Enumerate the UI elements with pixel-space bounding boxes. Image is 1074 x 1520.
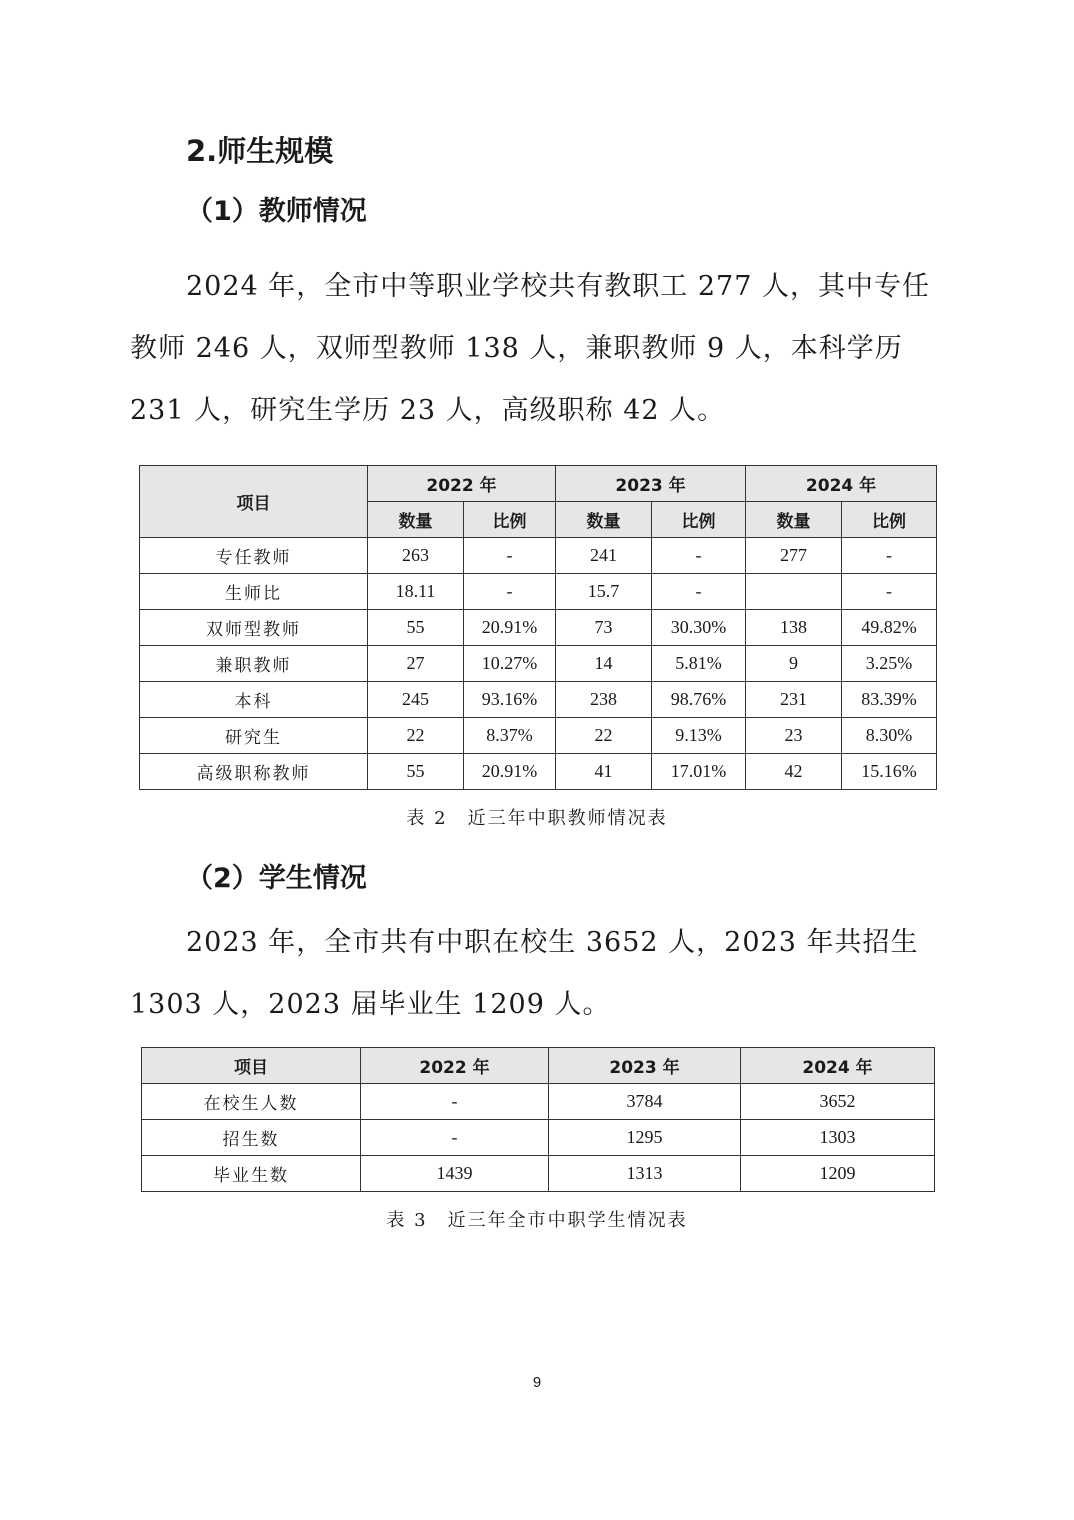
table-cell: - bbox=[464, 538, 556, 574]
table2-sub-header: 数量 bbox=[556, 502, 652, 538]
table-cell: - bbox=[652, 538, 746, 574]
row-label: 本科 bbox=[140, 682, 368, 718]
table-cell: 245 bbox=[368, 682, 464, 718]
table-cell: 1209 bbox=[741, 1156, 935, 1192]
table-cell: - bbox=[361, 1120, 549, 1156]
table-cell: - bbox=[842, 538, 937, 574]
table-cell: 238 bbox=[556, 682, 652, 718]
table2-year-header: 2024 年 bbox=[746, 466, 937, 502]
table-cell: 10.27% bbox=[464, 646, 556, 682]
row-label: 双师型教师 bbox=[140, 610, 368, 646]
table-cell: 27 bbox=[368, 646, 464, 682]
table-cell: 8.37% bbox=[464, 718, 556, 754]
table-cell: 1313 bbox=[549, 1156, 741, 1192]
table-row bbox=[140, 610, 937, 646]
row-label: 专任教师 bbox=[140, 538, 368, 574]
table-cell: 14 bbox=[556, 646, 652, 682]
table-cell: 3784 bbox=[549, 1084, 741, 1120]
table-cell: 30.30% bbox=[652, 610, 746, 646]
table2-year-header: 2023 年 bbox=[556, 466, 746, 502]
table-row bbox=[140, 646, 937, 682]
table-row bbox=[142, 1084, 935, 1120]
table-cell: 3652 bbox=[741, 1084, 935, 1120]
table3-header: 2022 年 bbox=[361, 1048, 549, 1084]
table-cell: 42 bbox=[746, 754, 842, 790]
table-cell: - bbox=[842, 574, 937, 610]
table3-header: 2023 年 bbox=[549, 1048, 741, 1084]
table-cell: 22 bbox=[368, 718, 464, 754]
table-cell: - bbox=[361, 1084, 549, 1120]
table-cell: 277 bbox=[746, 538, 842, 574]
table-cell: 18.11 bbox=[368, 574, 464, 610]
table-cell: - bbox=[464, 574, 556, 610]
table-cell: 41 bbox=[556, 754, 652, 790]
table-cell: 241 bbox=[556, 538, 652, 574]
table-cell bbox=[746, 574, 842, 610]
table-cell: 55 bbox=[368, 610, 464, 646]
table2-sub-header: 比例 bbox=[464, 502, 556, 538]
table3-header: 2024 年 bbox=[741, 1048, 935, 1084]
table-cell: 23 bbox=[746, 718, 842, 754]
student-paragraph bbox=[130, 912, 950, 1036]
table2-item-header: 项目 bbox=[140, 466, 368, 538]
table-cell: 20.91% bbox=[464, 610, 556, 646]
table-cell: 231 bbox=[746, 682, 842, 718]
teacher-heading: （1）教师情况 bbox=[186, 196, 367, 227]
table-row bbox=[140, 682, 937, 718]
table-cell: 9 bbox=[746, 646, 842, 682]
table-row bbox=[140, 538, 937, 574]
table-cell: - bbox=[652, 574, 746, 610]
student-paragraph-text: 2023 年，全市共有中职在校生 3652 人，2023 年共招生 1303 人，2023 届毕业生 1209 人。 bbox=[130, 927, 919, 1020]
row-label: 毕业生数 bbox=[142, 1156, 361, 1192]
teacher-table bbox=[139, 465, 937, 790]
table-cell: 9.13% bbox=[652, 718, 746, 754]
row-label: 生师比 bbox=[140, 574, 368, 610]
table-row bbox=[140, 754, 937, 790]
table-cell: 73 bbox=[556, 610, 652, 646]
table-cell: 83.39% bbox=[842, 682, 937, 718]
table-cell: 1295 bbox=[549, 1120, 741, 1156]
table2-year-header: 2022 年 bbox=[368, 466, 556, 502]
table-cell: 15.16% bbox=[842, 754, 937, 790]
table-cell: 17.01% bbox=[652, 754, 746, 790]
table2-sub-header: 比例 bbox=[842, 502, 937, 538]
table-cell: 8.30% bbox=[842, 718, 937, 754]
row-label: 兼职教师 bbox=[140, 646, 368, 682]
table2-sub-header: 比例 bbox=[652, 502, 746, 538]
table-cell: 20.91% bbox=[464, 754, 556, 790]
table2-sub-header: 数量 bbox=[368, 502, 464, 538]
row-label: 招生数 bbox=[142, 1120, 361, 1156]
teacher-paragraph bbox=[130, 256, 950, 442]
table-cell: 138 bbox=[746, 610, 842, 646]
table2-sub-header: 数量 bbox=[746, 502, 842, 538]
table-cell: 93.16% bbox=[464, 682, 556, 718]
table-row bbox=[142, 1120, 935, 1156]
table-cell: 3.25% bbox=[842, 646, 937, 682]
table3-header: 项目 bbox=[142, 1048, 361, 1084]
page-number: 9 bbox=[532, 1374, 542, 1391]
student-heading: （2）学生情况 bbox=[186, 863, 367, 894]
teacher-paragraph-text: 2024 年，全市中等职业学校共有教职工 277 人，其中专任教师 246 人，双师型教师 138 人，兼职教师 9 人，本科学历 231 人，研究生学历 23 人，高级职称 42 人。 bbox=[130, 271, 930, 426]
row-label: 研究生 bbox=[140, 718, 368, 754]
table-cell: 263 bbox=[368, 538, 464, 574]
table-row bbox=[140, 574, 937, 610]
table-row bbox=[140, 718, 937, 754]
table-cell: 55 bbox=[368, 754, 464, 790]
table-cell: 15.7 bbox=[556, 574, 652, 610]
table-cell: 49.82% bbox=[842, 610, 937, 646]
student-table bbox=[141, 1047, 935, 1192]
table-cell: 1439 bbox=[361, 1156, 549, 1192]
table3-caption: 表 3 近三年全市中职学生情况表 bbox=[386, 1210, 688, 1231]
table-cell: 22 bbox=[556, 718, 652, 754]
row-label: 在校生人数 bbox=[142, 1084, 361, 1120]
table-cell: 98.76% bbox=[652, 682, 746, 718]
table2-caption: 表 2 近三年中职教师情况表 bbox=[406, 808, 668, 829]
table-cell: 5.81% bbox=[652, 646, 746, 682]
section-heading: 2.师生规模 bbox=[186, 134, 334, 168]
row-label: 高级职称教师 bbox=[140, 754, 368, 790]
table-row bbox=[142, 1156, 935, 1192]
table-cell: 1303 bbox=[741, 1120, 935, 1156]
